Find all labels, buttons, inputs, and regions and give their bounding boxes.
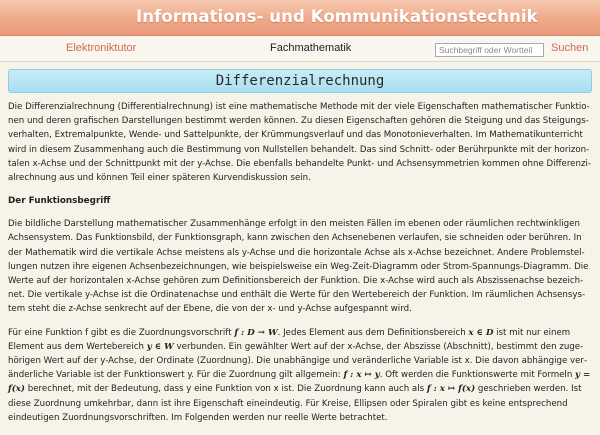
search-button[interactable]: Suchen [551, 42, 589, 54]
page-title: Differenzialrechnung [8, 69, 592, 93]
text-span: Für eine Funktion f gibt es die Zuordnungsvorschrift [8, 327, 235, 338]
math-formula: f : D → W [234, 327, 278, 338]
math-formula: x ∈ D [468, 327, 494, 338]
site-title: Informations- und Kommunikationstechnik [136, 7, 538, 26]
nav-link-fachmathematik[interactable]: Fachmathematik [270, 42, 352, 54]
math-formula: f : x ↦ y [343, 370, 380, 381]
math-formula: f : x ↦ f(x) [426, 384, 476, 395]
math-formula: y = f(x) [8, 370, 591, 395]
text-span: ist mit nur einem Element aus dem Wertebereich [8, 327, 571, 352]
text-span: verbunden. Ein gewählter Wert auf der x-Achse, der Abszisse (Abschnitt), bestimmt den zugehörigen Wert auf der y-Achse, der Ordinate (Zuordnung). Die unabhängige und veränderliche Variable ist x. Die davon abhängige veränderliche Variable ist der Funktionswert y. Für die Zuordnung gilt allgemein: [8, 341, 588, 381]
coordinate-system-paragraph: Die bildliche Darstellung mathematischer Zusammenhänge erfolgt in den meisten Fällen im ebenen oder räumlichen rechtwinkligen Achsensystem. Das Funktionsbild, der Funktionsgraph, kann zwischen den Achsenebenen verlaufen, sie schneiden oder berühren. In der Mathematik wird die vertikale Achse meistens als y-Achse und die horizontale Achse als x-Achse bezeichnet. Andere Problemstellungen nutzen ihre eigenen Achsenbezeichnungen, wie beispielsweise ein Weg-Zeit-Diagramm oder Strom-Spannungs-Diagramm. Die Werte auf der horizontalen x-Achse gehören zum Definitionsbereich der Funktion. Die x-Achse wird auch als Abszissenachse bezeichnet. Die vertikale y-Achse ist die Ordinatenachse und enthält die Werte für den Wertebereich der Funktion. Im räumlichen Achsensystem steht die z-Achse senkrecht auf der Ebene, die von der x- und y-Achse aufgespannt wird. [8, 219, 589, 315]
mapping-paragraph [8, 326, 594, 425]
text-span: . Jedes Element aus dem Definitionsbereich [277, 327, 469, 338]
search-input[interactable] [435, 43, 544, 57]
text-span: geschrieben werden. Ist diese Zuordnung umkehrbar, dann ist ihre Eigenschaft eineindeutig. Für Kreise, Ellipsen oder Spiralen gibt es keine entsprechend eindeutigen Zuordnungsvorschriften. Im Folgenden werden nur reelle Werte betrachtet. [8, 384, 582, 423]
intro-paragraph: Die Differenzialrechnung (Differentialrechnung) ist eine mathematische Methode mit der viele Eigenschaften mathematischer Funktionen und deren grafischen Darstellungen bestimmt werden können. Zu diesen Eigenschaften gehören die Steigung und das Steigungsverhalten, Extremalpunkte, Wende- und Sattelpunkte, der Krümmungsverlauf und das Monotonieverhalten. Im Mathematikunterricht wird in diesem Zusammenhang auch die Bestimmung von Nullstellen behandelt. Das sind Schnitt- oder Berührpunkte mit der horizontalen x-Achse und der Schnittpunkt mit der y-Achse. Die ebenfalls behandelte Punkt- und Achsensymmetrien kommen ohne Differenzialrechnung aus und können Teil einer späteren Kurvendiskussion sein. [8, 102, 591, 184]
site-banner [0, 0, 600, 36]
text-span: berechnet, mit der Bedeutung, dass y eine Funktion von x ist. Die Zuordnung kann auch als [25, 384, 427, 395]
article-content [8, 100, 594, 434]
text-span: . Oft werden die Funktionswerte mit Formeln [379, 370, 576, 381]
math-formula: y ∈ W [146, 341, 174, 352]
nav-link-elektroniktutor[interactable]: Elektroniktutor [66, 42, 137, 54]
section-heading: Der Funktionsbegriff [8, 196, 111, 207]
